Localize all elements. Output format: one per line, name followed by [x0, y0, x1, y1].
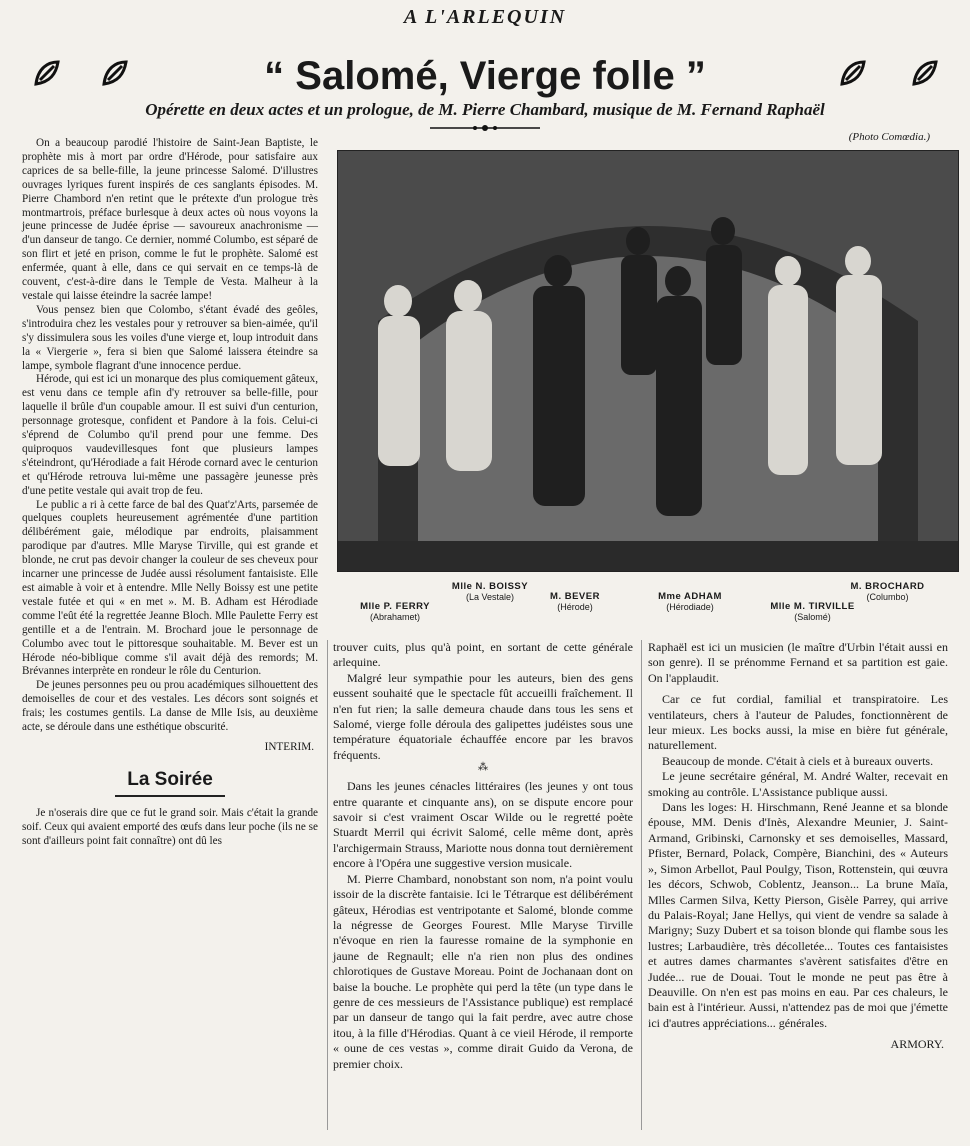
col3-paragraph: Dans les loges: H. Hirschmann, René Jeanne et sa blonde épouse, MM. Denis d'Inès, Alexandre Meunier, J. Saint-Armand, Gribinski, Carnonsky et ses demoiselles, Massard, Pfister, Bernard, Polack, Compère, Bianchini, des « Auteurs », Simon Arbellot, Paul Poulgy, Tison, Rottenstein, qui œuvra les décors, Schwob, Coblentz, Jeanson... La brune Maïa, Mlles Carmen Silva, Ketty Pierson, Gisèle Parrey, qui arrive du Palais-Royal; Jane Hellys, qui vient de vendre sa salade à Marigny; Suzy Dubert et sa toison blonde qui flambe sous les lustres; Larbaudière, très décolletée... Toutes ces fantaisistes et autres dames charmantes s'avèrent satisfaites d'être en Judée... rue de Douai. Tout le monde ne peut pas être à Deauville. On n'en est pas moins en eau. Par ces chaleurs, le bain est à l'intérieur. Aussi, n'attendez pas de moi que j'émette ici d'autres appréciations... générales.	[648, 800, 948, 1030]
divider-ornament-icon	[430, 123, 540, 133]
stage-photo-illustration	[338, 151, 958, 571]
column-3	[648, 640, 948, 1053]
caption-bever: M. BEVER (Hérode)	[550, 591, 600, 612]
column-rule	[641, 640, 642, 1130]
caption-tirville: Mlle M. TIRVILLE (Salomé)	[770, 601, 855, 622]
column-2	[333, 640, 633, 1072]
col1-paragraph: De jeunes personnes peu ou prou académiques silhouettent des demoiselles de cour et des vestales. Les décors sont soignés et frais; les costumes gentils. La danse de Mlle Isis, au deuxième acte, se déroule dans une esthétique obscurité.	[22, 679, 318, 734]
section-stars: ⁂	[478, 762, 488, 774]
col1-paragraph: Le public a ri à cette farce de bal des Quat'z'Arts, parsemée de quelques couplets heureusement agrémentée d'une partition délibérément gaie, mélodique par endroits, plaisamment parodique par d'autres. Mlle Maryse Tirville, qui est grande et blonde, ne crut pas devoir changer la couleur de ses cheveux pour incarner une princesse de Judée aussi résolument fantaisiste. Elle est aimable à voir et à entendre. Mlle Nelly Boissy est une petite vestale futée et qui « en met ». M. B. Adham est Hérodiade comme l'eût été la regrettée Jeanne Bloch. Mlle Paulette Ferry est gentille et a de l'entrain. M. Brochard joue le personnage de Columbo avec tout le pittoresque souhaitable. M. Bever est un Hérode néo-biblique comme s'il avait déjà des remords; M. Brévannes interprète en rondeur le rôle du Centurion.	[22, 498, 318, 678]
col2-paragraph: M. Pierre Chambard, nonobstant son nom, n'a point voulu issoir de la discrète fantaisie. Ici le Tétrarque est délibérément gâteux, Hérodias est ventripotante et Salomé, blonde comme la négresse de Georges Fourest. Mlle Maryse Tirville n'évoque en rien la fauresse romaine de la symphonie en jaune de Regnault; elle n'a rien non plus des ondines chlorotiques de Gustave Moreau. Point de Jochanaan dont on baise la bouche. Le prophète qui perd la tête (un type dans le genre de ces messieurs de l'Assistance publique) est remplacé par un danseur de tango qui la fait perdre, avec autre chose itou, à la fille d'Hérodias. Quant à ce vieil Hérode, il remporte « oune de ces vestas », comme dirait Guido da Verona, de premier choix.	[333, 871, 633, 1071]
col2-paragraph: trouver cuits, plus qu'à point, en sortant de cette générale arlequine.	[333, 640, 633, 670]
col2-paragraph: Malgré leur sympathie pour les auteurs, bien des gens eussent souhaité que le spectacle fût accueilli fraîchement. Il n'en fut rien; la salle demeura chaude dans tous les sens et Salomé, vierge folle déroula des galipettes judéistes sous une température équatoriale échauffée encore par les bravos fréquents.	[333, 670, 633, 762]
col1-paragraph: Vous pensez bien que Colombo, s'étant évadé des geôles, s'introduira chez les vestales pour y retrouver sa bien-aimée, qu'il s'y dissimulera sous les voiles d'une vierge et, loup introduit dans la « Viergerie », fera si bien que Salomé laissera éteindre sa lampe, symbole flagrant d'une innocence perdue.	[22, 303, 318, 372]
col2-paragraph: Dans les jeunes cénacles littéraires (les jeunes y ont tous entre quarante et cinquante ans), on se dispute encore pour savoir si c'est vraiment Oscar Wilde ou le regretté poète Stuardt Merril qui écrivit Salomé, celle même dont, après l'archigermain Strauss, Mariotte nous donna tout dernièrement encore à l'Opéra une suggestive version musicale.	[333, 779, 633, 871]
stage-photo	[337, 150, 959, 572]
column-1	[22, 137, 318, 849]
photo-credit: (Photo Comœdia.)	[848, 131, 930, 143]
section-label: A L'ARLEQUIN	[403, 6, 567, 28]
col1-paragraph: On a beaucoup parodié l'histoire de Saint-Jean Baptiste, le prophète mis à mort par ordre d'Hérode, pour satisfaire aux caprices de sa belle-fille, la jeune princesse Salomé. D'illustres ouvrages lyriques furent inspirés de ces sanglants épisodes. M. Pierre Chambord n'en retint que le prétexte d'un prologue très montmartrois, préface burlesque à deux actes où nous voyons la jeune princesse de Judée éprise — savoureux anachronisme — d'un danseur de tango. Ce dernier, nommé Columbo, est séparé de son flirt et jeté en prison, comme le fut le prophète. Salomé est enfermée, quant à elle, dans ce qui servait en ce temps-là de couvent, c'est-à-dire dans le Temple de Vesta. Malheur à la vestale qui laisse éteindre la sacrée lampe!	[22, 137, 318, 302]
caption-adham: Mme ADHAM (Hérodiade)	[658, 591, 722, 612]
article-title: “ Salomé, Vierge folle ”	[264, 54, 706, 98]
signature-interim: INTERIM.	[264, 740, 314, 753]
col1-paragraph: Hérode, qui est ici un monarque des plus comiquement gâteux, est venu dans ce temple afin d'y retrouver sa belle-fille, pour laquelle il brûle d'un coupable amour. Il est suivi d'un centurion, personnage grotesque, confident et Pandore à la fois. Celui-ci s'éprend de Columbo qu'il prend pour une femme. Des quiproquos vaudevillesques font que plusieurs lampes s'éteindront, qu'Hérodiade a fait Hérode cornard avec le centurion et qu'Hérode retrouva lui-même une passagère jeunesse près d'une petite vestale qui avait trop de feu.	[22, 373, 318, 497]
soiree-intro: Je n'oserais dire que ce fut le grand soir. Mais c'était la grande soif. Ceux qui avaient emporté des œufs dans leur poche (ils ne se sont d'ailleurs point fait connaître) ont dû les	[22, 806, 318, 847]
col3-paragraph: Le jeune secrétaire général, M. André Walter, recevait en smoking au contrôle. L'Assistance publique aussi.	[648, 769, 948, 799]
col3-paragraph: Car ce fut cordial, familial et transpiratoire. Les ventilateurs, chers à l'auteur de Paludes, fonctionnèrent de leur mieux. Les bocks aussi, la mise en bière fut générale, naturellement.	[648, 692, 948, 753]
soiree-heading: La Soirée	[127, 768, 213, 790]
title-row	[0, 50, 970, 102]
article-subtitle: Opérette en deux actes et un prologue, de M. Pierre Chambard, musique de M. Fernand Raphaël	[145, 100, 825, 119]
column-rule	[327, 640, 328, 1130]
caption-boissy: Mlle N. BOISSY (La Vestale)	[451, 581, 529, 602]
col3-paragraph: Beaucoup de monde. C'était à ciels et à bureaux ouverts.	[662, 753, 934, 768]
col3-paragraph: Raphaël est ici un musicien (le maître d'Urbin l'était aussi en son genre). Il se prénomme Fernand et sa partition est gaie. On l'applaudit.	[648, 640, 948, 685]
caption-ferry: Mlle P. FERRY (Abrahamet)	[360, 601, 430, 622]
signature-armory: ARMORY.	[890, 1037, 944, 1052]
caption-brochard: M. BROCHARD (Columbo)	[850, 581, 925, 602]
heading-underline	[115, 795, 225, 797]
